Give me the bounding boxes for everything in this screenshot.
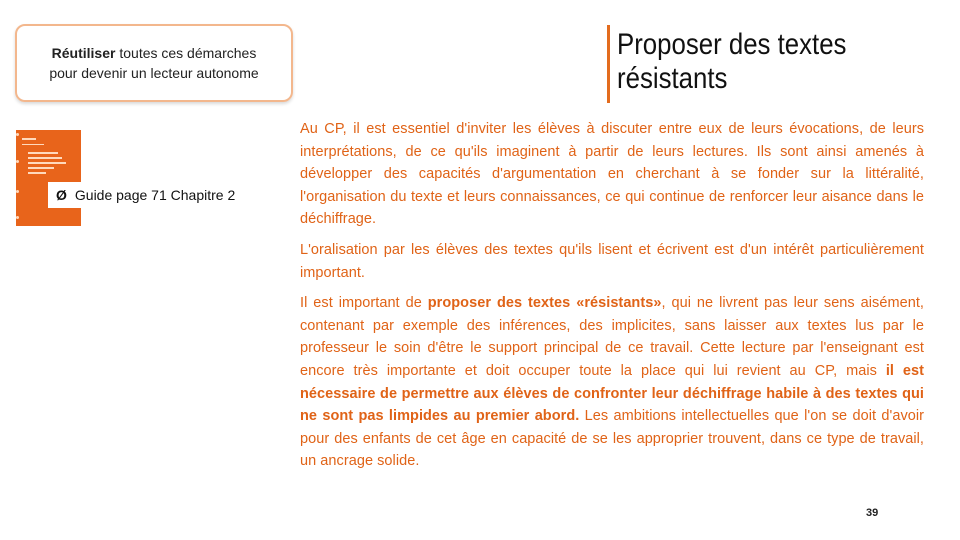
title-line-2: résistants	[617, 62, 728, 95]
guide-reference	[48, 182, 272, 208]
guide-cover-thumbnail	[16, 130, 81, 226]
body-text	[300, 118, 924, 481]
cover-dot	[16, 216, 19, 219]
cover-dot	[16, 133, 19, 136]
title-line-1: Proposer des textes	[617, 28, 847, 61]
cover-title-line-4	[28, 167, 54, 169]
paragraph-1: Au CP, il est essentiel d'inviter les élèves à discuter entre eux de leurs évocations, de leurs interprétations, de ce qu'ils imaginent à partir de leurs lectures. Ils sont ainsi amenés à développer des capacités d'argumentation en cherchant à se fonder sur la littéralité, l'organisation du texte et leurs connaissances, ce qui continue de renforcer leur aisance dans le déchiffrage.	[300, 121, 924, 228]
p3-bold-resistant-texts: proposer des textes «résistants»	[427, 295, 662, 312]
callout-line-2: pour devenir un lecteur autonome	[49, 65, 259, 81]
p3-bold-necessity: il est nécessaire de permettre aux élèves de confronter leur déchiffrage habile à des textes qui ne sont pas limpides au premier abord.	[300, 362, 924, 425]
callout-line-1	[52, 43, 257, 63]
cover-dot	[16, 190, 19, 193]
cover-dot	[16, 160, 19, 163]
p3-part-c: , qui ne livrent pas leur sens aisément, contenant par exemple des inférences, des implicites, sans laisser aux textes lus par le professeur le soin d'être le support principal de ce travail. Cette lecture par l'enseignant est encore très importante et doit occuper toute la place qui lui revient au CP, mais	[300, 295, 924, 379]
page-number: 39	[866, 507, 879, 519]
title-accent-bar	[607, 25, 610, 103]
cover-logo-mark	[22, 138, 36, 140]
cover-title-line-5	[28, 172, 46, 174]
slide-title	[617, 28, 875, 96]
guide-reference-text: Guide page 71 Chapitre 2	[74, 187, 236, 203]
arrow-bullet-icon: Ø	[56, 187, 67, 203]
p3-part-a: Il est important de	[300, 295, 428, 312]
p3-part-e: Les ambitions intellectuelles que l'on se doit d'avoir pour des enfants de cet âge en capacité de se les approprier trouvent, dans ce type de travail, un ancrage solide.	[300, 408, 925, 470]
callout-line-1-rest: toutes ces démarches	[115, 45, 257, 61]
cover-title-line-3	[28, 162, 66, 164]
cover-title-line-1	[28, 152, 58, 154]
callout-bold-word: Réutiliser	[51, 45, 116, 61]
cover-rule	[22, 144, 44, 145]
paragraph-2: L'oralisation par les élèves des textes qu'ils lisent et écrivent est d'un intérêt particulièrement important.	[300, 241, 924, 281]
callout-box	[15, 24, 293, 102]
cover-title-line-2	[28, 157, 62, 159]
paragraph-3	[300, 292, 924, 473]
